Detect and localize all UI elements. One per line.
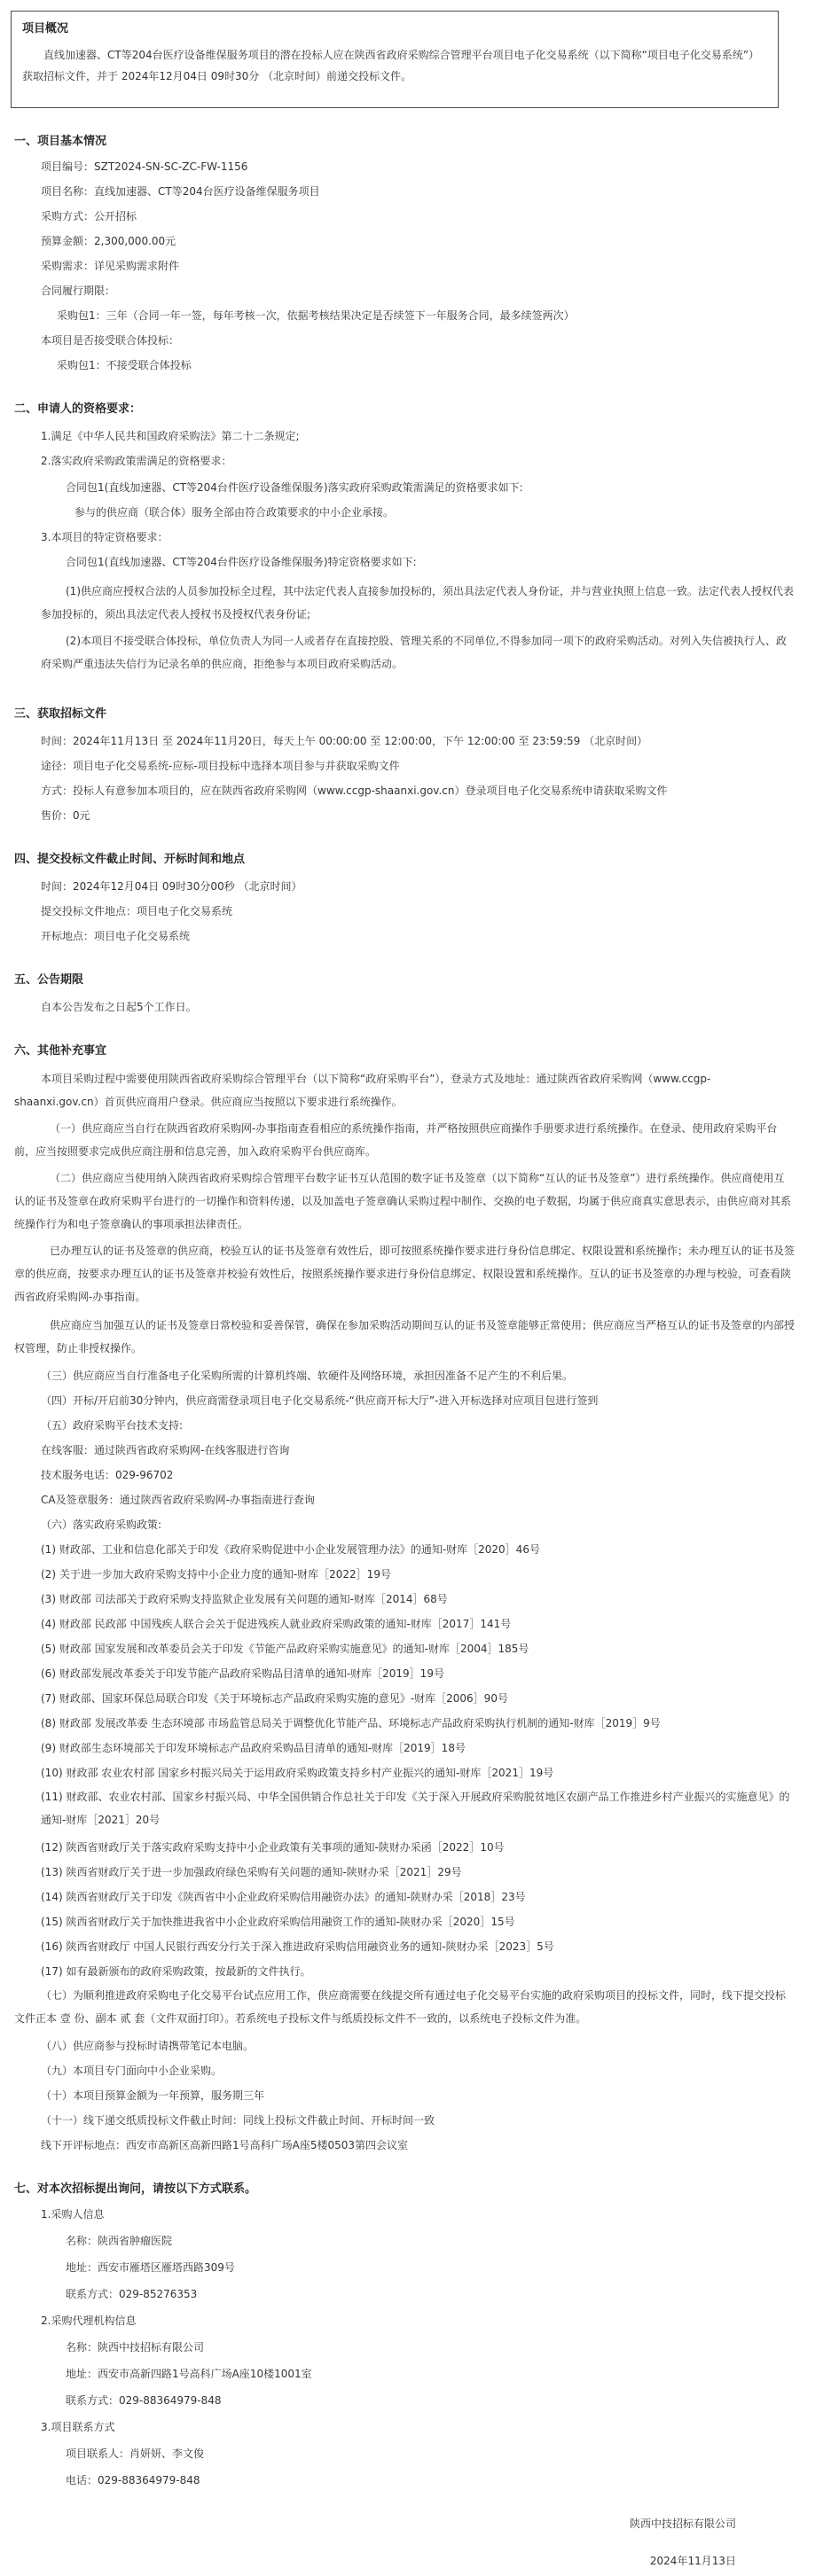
section-4-heading: 四、提交投标文件截止时间、开标时间和地点 [14,853,246,866]
section-6-heading: 六、其他补充事宜 [14,1044,107,1058]
project-number: 项目编号：SZT2024-SN-SC-ZC-FW-1156 [41,160,248,173]
section-1-heading: 一、项目基本情况 [14,135,107,148]
agency-name: 名称：陕西中技招标有限公司 [66,2341,205,2354]
policy-item: (1) 财政部、工业和信息化部关于印发《政府采购促进中小企业发展管理办法》的通知-财库［2020］46号 [41,1543,540,1556]
contract-term-label: 合同履行期限： [41,285,116,297]
supplement-9: （九）本项目专门面向中小企业采购。 [41,2065,223,2077]
qualification-1: 1.满足《中华人民共和国政府采购法》第二十二条规定; [41,430,300,442]
supplement-6: （六）落实政府采购政策: [41,1518,162,1531]
qualification-2-package: 合同包1(直线加速器、CT等204台件医疗设备维保服务)落实政府采购政策需满足的资格要求如下: [66,481,523,494]
offline-opening-location: 线下开评标地点：西安市高新区高新四路1号高科广场A座5楼0503第四会议室 [41,2139,409,2151]
online-service: 在线客服：通过陕西省政府采购网-在线客服进行咨询 [41,1444,290,1456]
supplement-2: （二）供应商应当使用纳入陕西省政府采购综合管理平台数字证书互认范围的数字证书及签章（以下简称“互认的证书及签章”）进行系统操作。供应商使用互认的证书及签章在政府采购平台进行的一切操作和资料传递，以及加盖电子签章确认采购过程中制作、交换的电子数据，均属于供应商真实意思表示，由供应商对其系统操作行为和电子签章确认的事项承担法律责任。 [14,1172,792,1230]
budget-amount: 预算金额：2,300,000.00元 [41,235,176,247]
acquire-price: 售价：0元 [41,809,90,822]
opening-location: 开标地点：项目电子化交易系统 [41,930,191,942]
project-name: 项目名称：直线加速器、CT等204台医疗设备维保服务项目 [41,185,320,198]
section-3-heading: 三、获取招标文件 [14,707,107,721]
policy-item: (7) 财政部、国家环保总局联合印发《关于环境标志产品政府采购实施的意见》-财库［2006］90号 [41,1692,508,1705]
policy-item: (2) 关于进一步加大政府采购支持中小企业力度的通知-财库［2022］19号 [41,1568,391,1581]
supplement-8: （八）供应商参与投标时请携带笔记本电脑。 [41,2040,255,2052]
qualification-2: 2.落实政府采购政策需满足的资格要求： [41,455,232,467]
policy-item: (3) 财政部 司法部关于政府采购支持监狱企业发展有关问题的通知-财库［2014］68号 [41,1593,448,1605]
supplement-10: （十）本项目预算金额为一年预算，服务期三年 [41,2089,265,2102]
acquire-time: 时间：2024年11月13日 至 2024年11月20日，每天上午 00:00:00 至 12:00:00，下午 12:00:00 至 23:59:59 （北京时间） [41,735,648,747]
supplement-5: （五）政府采购平台技术支持: [41,1419,184,1432]
consortium-package-1: 采购包1：不接受联合体投标 [57,359,192,371]
project-summary-box [11,11,779,108]
contract-term-package-1: 采购包1：三年（合同一年一签，每年考核一次，依据考核结果决定是否续签下一年服务合同，最多续签两次） [57,309,575,322]
policy-item: (4) 财政部 民政部 中国残疾人联合会关于促进残疾人就业政府采购政策的通知-财库［2017］141号 [41,1618,512,1630]
project-contact-heading: 3.项目联系方式 [41,2421,115,2433]
qualification-3-item-2: (2)本项目不接受联合体投标，单位负责人为同一人或者存在直接控股、管理关系的不同单位,不得参加同一项下的政府采购活动。对列入失信被执行人、政府采购严重违法失信行为记录名单的供应商，拒绝参与本项目政府采购活动。 [41,635,787,670]
supplement-1: （一）供应商应当自行在陕西省政府采购网-办事指南查看相应的系统操作指南，并严格按照供应商操作手册要求进行系统操作。在登录、使用政府采购平台前，应当按照要求完成供应商注册和信息完善，加入政府采购平台供应商库。 [14,1122,778,1158]
supplement-7: （七）为顺利推进政府采购电子化交易平台试点应用工作，供应商需要在线提交所有通过电子化交易平台实施的政府采购项目的投标文件，同时，线下提交投标文件正本 壹 份、副本 贰 套（文件双面打印）。若系统电子投标文件与纸质投标文件不一致的，以系统电子投标文件为准。 [14,1989,787,2025]
policy-item: (11) 财政部、农业农村部、国家乡村振兴局、中华全国供销合作总社关于印发《关于深入开展政府采购脱贫地区农副产品工作推进乡村产业振兴的实施意见》的通知-财库［2021］20号 [41,1791,790,1826]
agency-contact: 联系方式：029-88364979-848 [66,2394,222,2407]
project-contact-person: 项目联系人：肖妍妍、李文俊 [66,2447,205,2460]
supplement-11: （十一）线下递交纸质投标文件截止时间：同线上投标文件截止时间、开标时间一致 [41,2114,435,2127]
procurement-requirement: 采购需求：详见采购需求附件 [41,260,180,272]
acquire-method: 方式：投标人有意参加本项目的，应在陕西省政府采购网（www.ccgp-shaanxi.gov.cn）登录项目电子化交易系统申请获取采购文件 [41,785,668,797]
policy-item: (5) 财政部 国家发展和改革委员会关于印发《节能产品政府采购实施意见》的通知-财库［2004］185号 [41,1643,529,1655]
policy-item: (14) 陕西省财政厅关于印发《陕西省中小企业政府采购信用融资办法》的通知-陕财办采［2018］23号 [41,1891,526,1903]
section-7-heading: 七、对本次招标提出询问，请按以下方式联系。 [14,2182,257,2196]
ca-service: CA及签章服务：通过陕西省政府采购网-办事指南进行查询 [41,1494,315,1506]
agency-info-heading: 2.采购代理机构信息 [41,2314,137,2327]
policy-item: (15) 陕西省财政厅关于加快推进我省中小企业政府采购信用融资工作的通知-陕财办采［2020］15号 [41,1916,515,1928]
policy-item: (17) 如有最新颁布的政府采购政策，按最新的文件执行。 [41,1965,311,1978]
purchaser-info-heading: 1.采购人信息 [41,2208,105,2221]
qualification-3: 3.本项目的特定资格要求： [41,531,169,543]
policy-item: (8) 财政部 发展改革委 生态环境部 市场监管总局关于调整优化节能产品、环境标志产品政府采购执行机制的通知-财库［2019］9号 [41,1717,661,1729]
purchaser-address: 地址：西安市雁塔区雁塔西路309号 [66,2261,235,2274]
supplement-2-cont2: 供应商应当加强互认的证书及签章日常校验和妥善保管，确保在参加采购活动期间互认的证书及签章能够正常使用；供应商应当严格互认的证书及签章的内部授权管理，防止非授权操作。 [14,1319,796,1354]
supplement-intro: 本项目采购过程中需要使用陕西省政府采购综合管理平台（以下简称“政府采购平台”），登录方式及地址：通过陕西省政府采购网（www.ccgp-shaanxi.gov.cn）首页供应商用户登录。供应商应当按照以下要求进行系统操作。 [14,1073,711,1108]
qualification-3-item-1: (1)供应商应授权合法的人员参加投标全过程，其中法定代表人直接参加投标的，须出具法定代表人身份证，并与营业执照上信息一致。法定代表人授权代表参加投标的，须出具法定代表人授权书及授权代表身份证; [41,585,795,621]
procurement-method: 采购方式：公开招标 [41,210,137,222]
policy-item: (13) 陕西省财政厅关于进一步加强政府绿色采购有关问题的通知-陕财办采［2021］29号 [41,1866,462,1878]
acquire-channel: 途径：项目电子化交易系统-应标-项目投标中选择本项目参与并获取采购文件 [41,760,400,772]
policy-item: (10) 财政部 农业农村部 国家乡村振兴局关于运用政府采购政策支持乡村产业振兴的通知-财库［2021］19号 [41,1767,554,1779]
tech-support-phone: 技术服务电话：029-96702 [41,1469,174,1481]
policy-item: (16) 陕西省财政厅 中国人民银行西安分行关于深入推进政府采购信用融资业务的通知-陕财办采［2023］5号 [41,1940,554,1953]
supplement-3: （三）供应商应当自行准备电子化采购所需的计算机终端、软硬件及网络环境，承担因准备不足产生的不利后果。 [41,1370,574,1382]
announcement-period: 自本公告发布之日起5个工作日。 [41,1001,197,1013]
consortium-label: 本项目是否接受联合体投标： [41,334,180,347]
supplement-2-cont: 已办理互认的证书及签章的供应商，校验互认的证书及签章有效性后，即可按照系统操作要求进行身份信息绑定、权限设置和系统操作；未办理互认的证书及签章的供应商，按要求办理互认的证书及签章并校验有效性后，按照系统操作要求进行身份信息绑定、权限设置和系统操作。互认的证书及签章的办理与校验，可查看陕西省政府采购网-办事指南。 [14,1245,796,1303]
policy-item: (6) 财政部发展改革委关于印发节能产品政府采购品目清单的通知-财库［2019］19号 [41,1667,444,1680]
purchaser-name: 名称：陕西省肿瘤医院 [66,2235,173,2247]
qualification-2-detail: 参与的供应商（联合体）服务全部由符合政策要求的中小企业承接。 [74,506,395,519]
purchaser-contact: 联系方式：029-85276353 [66,2288,198,2300]
summary-title: 项目概况 [22,22,69,35]
footer-company: 陕西中技招标有限公司 [629,2517,736,2530]
section-2-heading: 二、申请人的资格要求： [14,402,142,416]
submission-location: 提交投标文件地点：项目电子化交易系统 [41,905,233,917]
section-5-heading: 五、公告期限 [14,973,84,987]
summary-text: 直线加速器、CT等204台医疗设备维保服务项目的潜在投标人应在陕西省政府采购综合管理平台项目电子化交易系统（以下简称“项目电子化交易系统”）获取招标文件，并于 2024年12月04日 09时30分 （北京时间）前递交投标文件。 [22,49,760,82]
footer-date: 2024年11月13日 [649,2555,736,2567]
supplement-4: （四）开标/开启前30分钟内，供应商需登录项目电子化交易系统-“供应商开标大厅”-进入开标选择对应项目包进行签到 [41,1394,599,1407]
policy-item: (12) 陕西省财政厅关于落实政府采购支持中小企业政策有关事项的通知-陕财办采函［2022］10号 [41,1841,505,1854]
qualification-3-package: 合同包1(直线加速器、CT等204台件医疗设备维保服务)特定资格要求如下: [66,556,417,568]
deadline-time: 时间：2024年12月04日 09时30分00秒 （北京时间） [41,880,302,893]
agency-address: 地址：西安市高新四路1号高科广场A座10楼1001室 [66,2368,312,2380]
project-contact-phone: 电话：029-88364979-848 [66,2474,200,2486]
policy-item: (9) 财政部生态环境部关于印发环境标志产品政府采购品目清单的通知-财库［2019］18号 [41,1742,466,1754]
